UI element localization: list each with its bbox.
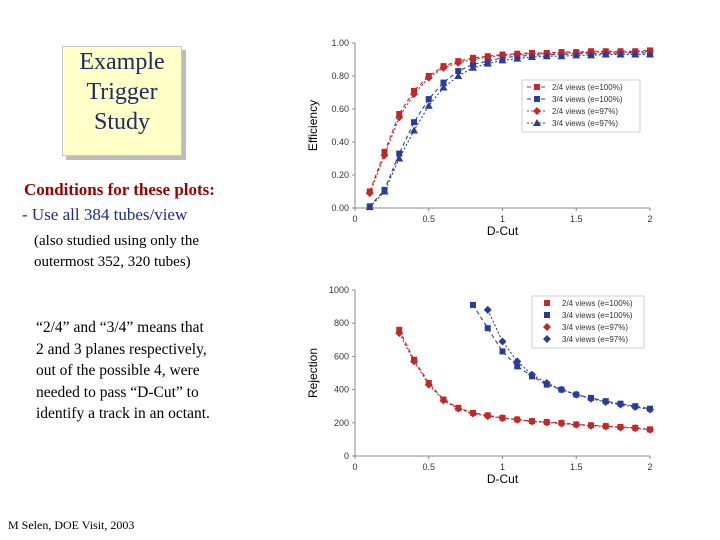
- rejection-data-point: [485, 325, 491, 331]
- rejection-x-tick-label: 2: [647, 462, 653, 472]
- efficiency-x-tick-label: 1.5: [569, 214, 583, 224]
- rejection-data-point: [499, 337, 507, 345]
- efficiency-x-tick-label: 0: [352, 214, 358, 224]
- rejection-legend-label: 3/4 views (e=100%): [562, 311, 633, 320]
- explanation-line-4: needed to pass “D-Cut” to: [36, 383, 199, 401]
- efficiency-legend-marker: [534, 96, 540, 102]
- rejection-y-tick-label: 800: [333, 318, 349, 329]
- efficiency-legend-label: 3/4 views (e=97%): [552, 119, 619, 128]
- efficiency-x-axis-label: D-Cut: [486, 224, 519, 238]
- efficiency-y-axis-label: Efficiency: [306, 99, 320, 152]
- efficiency-legend-label: 2/4 views (e=100%): [552, 83, 623, 92]
- rejection-y-tick-label: 600: [333, 351, 349, 362]
- efficiency-x-tick-label: 1: [499, 214, 506, 224]
- efficiency-legend-label: 2/4 views (e=97%): [552, 107, 619, 116]
- note-line-2: outermost 352, 320 tubes): [34, 254, 191, 270]
- rejection-x-tick-label: 1: [499, 462, 506, 472]
- efficiency-x-tick-label: 0.5: [422, 214, 436, 224]
- rejection-legend-label: 2/4 views (e=100%): [562, 299, 633, 308]
- rejection-x-axis-label: D-Cut: [486, 472, 519, 486]
- rejection-data-point: [500, 348, 506, 354]
- footer-credit: M Selen, DOE Visit, 2003: [8, 518, 135, 532]
- rejection-legend-label: 3/4 views (e=97%): [562, 323, 629, 332]
- efficiency-y-tick-label: 0.00: [331, 203, 349, 213]
- rejection-legend-label: 3/4 views (e=97%): [562, 335, 629, 344]
- rejection-y-tick-label: 400: [333, 384, 349, 395]
- efficiency-chart: [300, 30, 670, 250]
- efficiency-legend-marker: [534, 84, 540, 90]
- conditions-tubes-line: - Use all 384 tubes/view: [22, 205, 188, 224]
- efficiency-y-tick-label: 0.40: [331, 137, 349, 147]
- rejection-y-tick-label: 0: [343, 451, 349, 461]
- views-explanation: [36, 317, 210, 425]
- slide-title-box: [62, 46, 182, 156]
- conditions-heading: Conditions for these plots:: [24, 180, 215, 199]
- note-line-1: (also studied using only the: [34, 233, 199, 249]
- rejection-y-tick-label: 1000: [328, 285, 349, 295]
- title-line-1: Example: [79, 49, 165, 75]
- title-line-2: Trigger: [86, 79, 158, 105]
- rejection-y-tick-label: 200: [333, 417, 349, 428]
- rejection-x-tick-label: 1.5: [569, 462, 583, 472]
- title-line-3: Study: [93, 109, 150, 135]
- rejection-legend-marker: [544, 300, 550, 306]
- explanation-line-3: out of the possible 4, were: [36, 362, 200, 379]
- rejection-x-tick-label: 0.5: [422, 462, 436, 472]
- efficiency-y-tick-label: 0.80: [331, 71, 349, 81]
- rejection-chart: [300, 280, 670, 500]
- efficiency-data-point: [425, 102, 433, 109]
- explanation-line-5: identify a track in an octant.: [36, 405, 210, 422]
- rejection-y-axis-label: Rejection: [306, 347, 320, 399]
- conditions-note: [34, 231, 199, 273]
- efficiency-y-tick-label: 0.20: [331, 170, 349, 180]
- rejection-data-point: [484, 306, 492, 314]
- efficiency-data-point: [426, 96, 432, 102]
- explanation-line-2: 2 and 3 planes respectively,: [36, 340, 207, 358]
- efficiency-y-tick-label: 1.00: [331, 38, 349, 48]
- efficiency-legend-label: 3/4 views (e=100%): [552, 95, 623, 104]
- efficiency-y-tick-label: 0.60: [331, 104, 349, 114]
- rejection-data-point: [470, 302, 476, 308]
- efficiency-x-tick-label: 2: [647, 214, 653, 224]
- efficiency-data-point: [410, 126, 418, 133]
- efficiency-data-point: [411, 119, 417, 125]
- rejection-legend-marker: [544, 312, 550, 318]
- explanation-line-1: “2/4” and “3/4” means that: [36, 319, 204, 336]
- rejection-x-tick-label: 0: [352, 462, 358, 472]
